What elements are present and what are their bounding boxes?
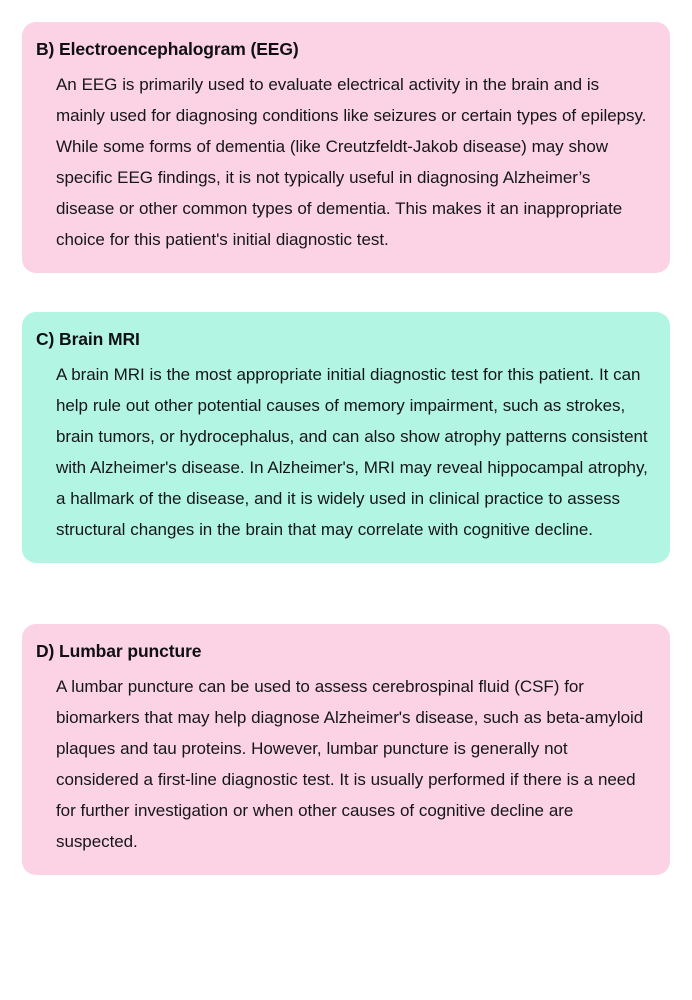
answer-option-d-heading: D) Lumbar puncture xyxy=(36,641,202,661)
answer-option-card-c xyxy=(22,312,670,563)
answer-option-b-explanation: An EEG is primarily used to evaluate electrical activity in the brain and is mainly used for diagnosing conditions like seizures or certain types of epilepsy. While some forms of dementia (like Creutzfeldt-Jakob disease) may show specific EEG findings, it is not typically useful in diagnosing Alzheimer’s disease or other common types of dementia. This makes it an inappropriate choice for this patient's initial diagnostic test. xyxy=(56,75,647,249)
answer-option-card-b xyxy=(22,22,670,273)
answer-option-c-explanation: A brain MRI is the most appropriate initial diagnostic test for this patient. It can help rule out other potential causes of memory impairment, such as strokes, brain tumors, or hydrocephalus, and can also show atrophy patterns consistent with Alzheimer's disease. In Alzheimer's, MRI may reveal hippocampal atrophy, a hallmark of the disease, and it is widely used in clinical practice to assess structural changes in the brain that may correlate with cognitive decline. xyxy=(56,365,648,539)
answer-option-card-d xyxy=(22,624,670,875)
answer-option-c-heading: C) Brain MRI xyxy=(36,329,140,349)
answer-option-b-heading: B) Electroencephalogram (EEG) xyxy=(36,39,299,59)
answer-option-d-explanation: A lumbar puncture can be used to assess cerebrospinal fluid (CSF) for biomarkers that may help diagnose Alzheimer's disease, such as beta-amyloid plaques and tau proteins. However, lumbar puncture is generally not considered a first-line diagnostic test. It is usually performed if there is a need for further investigation or when other causes of cognitive decline are suspected. xyxy=(56,677,644,851)
